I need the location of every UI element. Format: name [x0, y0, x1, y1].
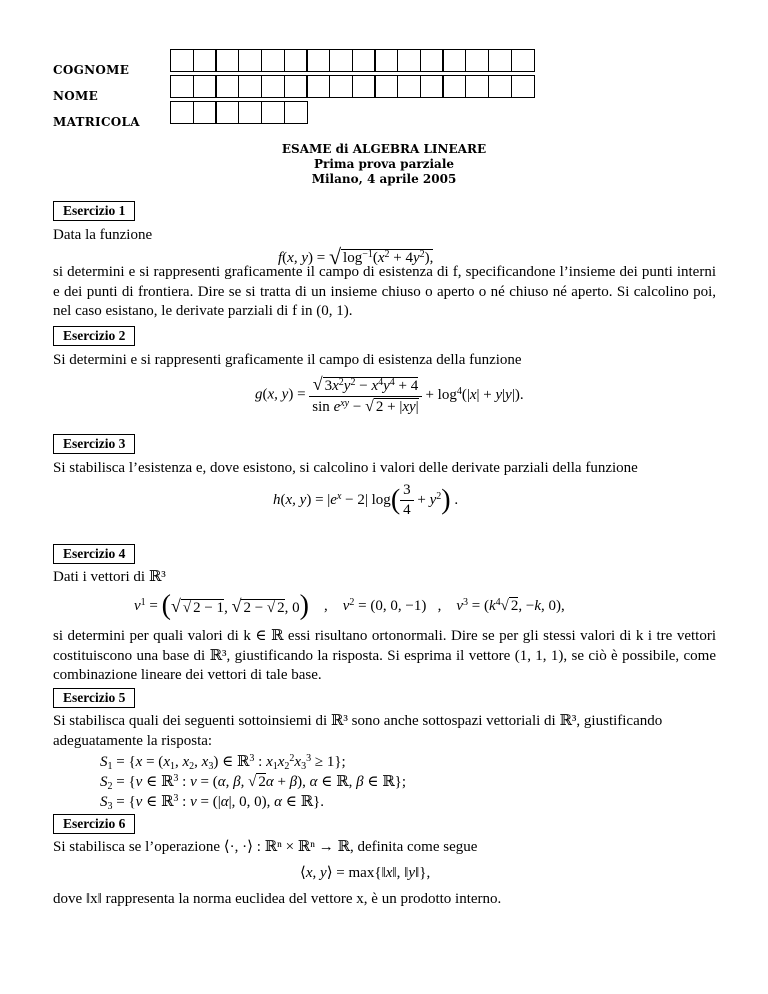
- exercise-4-title: Esercizio 4: [53, 544, 135, 564]
- exercise-4-body: si determini per quali valori di k ∈ ℝ essi risultano ortonormali. Dire se per gli stessi valori di k i tre vettori costituiscono una base di ℝ³, giustificando la risposta. Si esprima il vettore (1, 1, 1), se ciò è possibile, come combinazione lineare dei vettori di tale base.: [53, 628, 716, 683]
- exercise-5-s1: $S_1 = \{x = (x_1$, $x_2$, $x_3$) ∈ ℝ$^3$ : $x_1x_2^2x_3^3 \ge 1$};: [100, 753, 346, 772]
- exercise-6-formula: ⟨x, y⟩ = max{‖x‖, ‖y‖},: [300, 865, 431, 881]
- exercise-1-formula: f(x, y) = √ $\log^{-1}(x^2 + 4y^2)$,: [278, 244, 434, 269]
- exercise-2-title: Esercizio 2: [53, 326, 135, 346]
- exercise-5-intro: Si stabilisca quali dei seguenti sottoinsiemi di ℝ³ sono anche sottospazi vettoriali di ℝ³, giustificando adeguatamente la risposta:: [53, 713, 663, 749]
- exam-subtitle: Prima prova parziale: [313, 157, 455, 171]
- nome-boxes[interactable]: [170, 75, 535, 98]
- exercise-5-s2: $S_2 = \{v$ ∈ ℝ$^3$ : v = (α, β, √ 2α + β), α ∈ ℝ, β ∈ ℝ};: [100, 773, 407, 792]
- nome-label: NOME: [53, 89, 99, 103]
- matricola-boxes[interactable]: [170, 101, 308, 124]
- cognome-boxes[interactable]: [170, 49, 535, 72]
- exercise-2-formula: g(x, y) = $\frac{√ 3x^2y^2 - x^4y^4 + 4}{\sin e^{xy} - √ 2 + |xy|}$ + $\log^4(|x| + y|y|)$.: [255, 374, 524, 415]
- exercise-3-title: Esercizio 3: [53, 434, 135, 454]
- exercise-6-title: Esercizio 6: [53, 814, 135, 834]
- matricola-label: MATRICOLA: [53, 115, 140, 129]
- exercise-1-intro: Data la funzione: [53, 227, 153, 243]
- exercise-3-formula: h(x, $y) = |e^x - 2|$ log( $\frac{3}{4}$ + $y^2$) .: [273, 482, 459, 518]
- exam-title: ESAME di ALGEBRA LINEARE: [281, 142, 487, 156]
- exercise-6-intro: Si stabilisca se l’operazione ⟨·, ·⟩ : ℝⁿ × ℝⁿ → ℝ, definita come segue: [53, 839, 478, 855]
- exam-date: Milano, 4 aprile 2005: [311, 172, 457, 186]
- exercise-4-intro: Dati i vettori di ℝ³: [53, 569, 166, 585]
- exercise-4-vectors: $v^1$ = (√ √ 2 − 1, √ 2 − √ 2, 0) , $v^2 = (0$, 0, −1) , $v^3 = (k^4√$ 2, −k, 0),: [134, 590, 565, 621]
- exercise-2-intro: Si determini e si rappresenti graficamente il campo di esistenza della funzione: [53, 352, 522, 368]
- exercise-5-title: Esercizio 5: [53, 688, 135, 708]
- exercise-1-title: Esercizio 1: [53, 201, 135, 221]
- exercise-3-intro: Si stabilisca l’esistenza e, dove esistono, si calcolino i valori delle derivate parziali della funzione: [53, 460, 638, 476]
- exercise-6-body: dove ‖x‖ rappresenta la norma euclidea del vettore x, è un prodotto interno.: [53, 891, 502, 907]
- exercise-5-s3: $S_3 = \{v$ ∈ ℝ$^3$ : v = (|α|, 0, 0), α ∈ ℝ}.: [100, 793, 325, 812]
- exercise-1-body: si determini e si rappresenti graficamente il campo di esistenza di f, specificandone l’insieme dei punti interni e dei punti di frontiera. Dire se si tratta di un insieme chiuso o aperto o né chiuso né aperto. Si calcolino poi, nel caso esistano, le derivate parziali di f in (0, 1).: [53, 264, 716, 319]
- cognome-label: COGNOME: [53, 63, 130, 77]
